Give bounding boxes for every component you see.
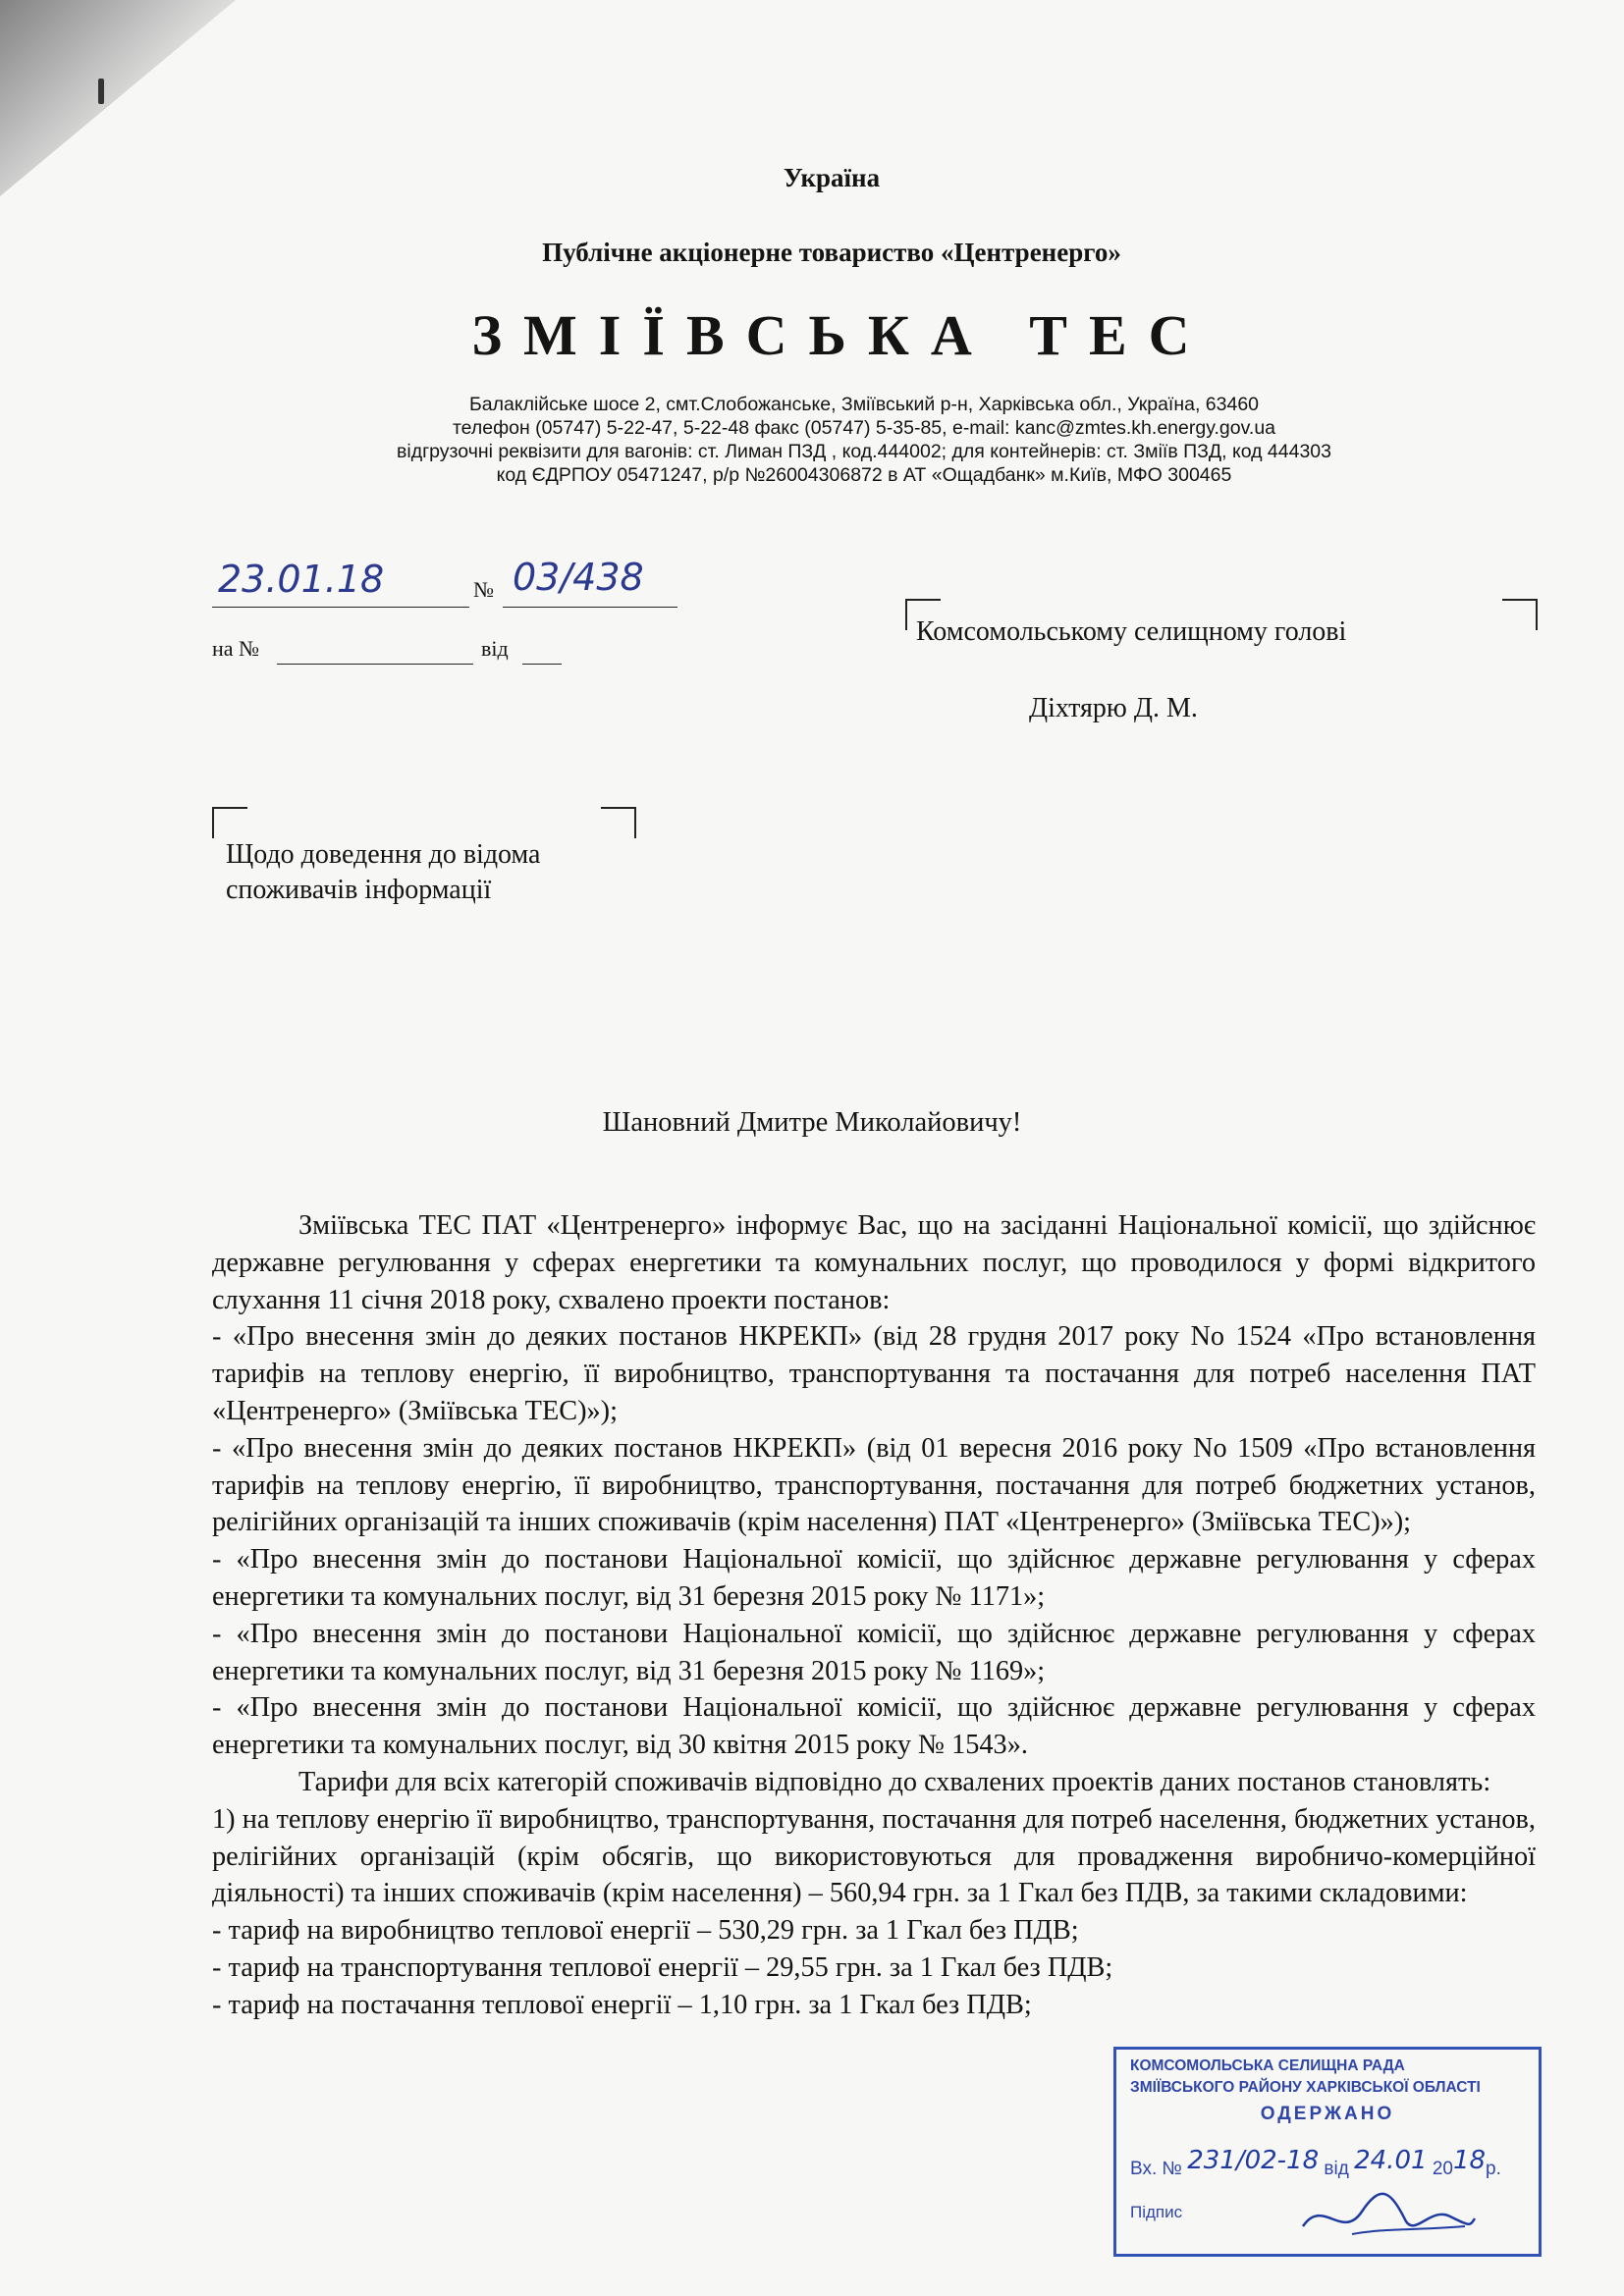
stamp-year-prefix: 20 — [1432, 2159, 1453, 2179]
stamp-sign-label: Підпис — [1130, 2203, 1183, 2221]
received-stamp — [1113, 2047, 1542, 2257]
resolution-item: - «Про внесення змін до постанови Національної комісії, що здійснює державне регулювання у сферах енергетики та комунальних послуг, від 31 березня 2015 року № 1171»; — [212, 1544, 1536, 1612]
letterhead-country: Україна — [783, 163, 881, 192]
body-intro: Зміївська ТЕС ПАТ «Центренерго» інформує Вас, що на засіданні Національної комісії, що здійснює державне регулювання у сферах енергетики та комунальних послуг, що проводилося у формі відкритого слухання 11 січня 2018 року, схвалено проекти постанов: — [212, 1210, 1536, 1315]
letterhead-plant-name: ЗМІЇВСЬКА ТЕС — [471, 303, 1212, 367]
resolution-item: - «Про внесення змін до постанови Національної комісії, що здійснює державне регулювання у сферах енергетики та комунальних послуг, від 30 квітня 2015 року № 1543». — [212, 1692, 1536, 1761]
stamp-year-suffix: р. — [1486, 2159, 1501, 2179]
subject-line-2: споживачів інформації — [226, 875, 492, 905]
addressee-bracket-right — [1502, 599, 1538, 630]
letterhead-shipping: відгрузочні реквізити для вагонів: ст. Лиман ПЗД , код.444002; для контейнерів: ст. Зміїв ПЗД, код 444303 — [397, 441, 1331, 462]
reply-date-underline — [522, 664, 562, 665]
stamp-in-number: 231/02-18 — [1187, 2146, 1320, 2175]
subject-bracket-left — [212, 807, 247, 838]
addressee-name: Діхтярю Д. М. — [1029, 693, 1198, 723]
subject-bracket-right — [601, 807, 636, 838]
tariff-component: - тариф на транспортування теплової енергії – 29,55 грн. за 1 Гкал без ПДВ; — [212, 1951, 1113, 1983]
letterhead-bank: код ЄДРПОУ 05471247, р/р №26004306872 в АТ «Ощадбанк» м.Київ, МФО 300465 — [496, 464, 1232, 486]
stamp-year-value: 18 — [1452, 2146, 1487, 2175]
resolution-item: - «Про внесення змін до деяких постанов НКРЕКП» (від 28 грудня 2017 року No 1524 «Про встановлення тарифів на теплову енергію, її виробництво, транспортування та постачання для потреб населення ПАТ «Центренерго» (Зміївська ТЕС)»); — [212, 1321, 1536, 1426]
stamp-council-name: КОМСОМОЛЬСЬКА СЕЛИЩНА РАДА — [1130, 2057, 1405, 2074]
number-underline — [503, 607, 677, 608]
letterhead-company: Публічне акціонерне товариство «Центренерго» — [542, 238, 1121, 267]
letterhead-contacts: телефон (05747) 5-22-47, 5-22-48 факс (05747) 5-35-85, e-mail: kanc@zmtes.kh.energy.gov.ua — [452, 417, 1276, 439]
tariff-item-1: 1) на теплову енергію її виробництво, транспортування, постачання для потреб населення, бюджетних установ, релігійних організацій (крім обсягів, що використовуються для провадження виробничо-комерційної діяльності) та інших споживачів (крім населення) – 560,94 грн. за 1 Гкал без ПДВ, за такими складовими: — [212, 1803, 1536, 1909]
greeting: Шановний Дмитре Миколайовичу! — [602, 1107, 1022, 1138]
resolution-item: - «Про внесення змін до деяких постанов НКРЕКП» (від 01 вересня 2016 року No 1509 «Про встановлення тарифів на теплову енергію, її виробництво, транспортування, постачання для потреб бюджетних установ, релігійних організацій та інших споживачів (крім населення) ПАТ «Центренерго» (Зміївська ТЕС)»); — [212, 1432, 1536, 1538]
outgoing-date: 23.01.18 — [218, 558, 385, 601]
letterhead-address: Балаклійське шосе 2, смт.Слобожанське, Зміївський р-н, Харківська обл., Україна, 63460 — [468, 394, 1260, 415]
stamp-in-label: Вх. № — [1130, 2159, 1182, 2179]
outgoing-number-label: № — [473, 577, 494, 602]
stamp-registration-row — [1130, 2146, 1501, 2181]
staple-mark — [98, 79, 104, 104]
reply-number-underline — [277, 664, 473, 665]
outgoing-number: 03/438 — [513, 556, 644, 599]
date-underline — [212, 607, 469, 608]
stamp-district-name: ЗМІЇВСЬКОГО РАЙОНУ ХАРКІВСЬКОЇ ОБЛАСТІ — [1130, 2079, 1481, 2096]
tariffs-intro: Тарифи для всіх категорій споживачів відповідно до схвалених проектів даних постанов становлять: — [298, 1766, 1491, 1797]
reply-date-label: від — [481, 636, 509, 661]
addressee-title: Комсомольському селищному голові — [916, 616, 1347, 647]
letterhead-requisites — [373, 393, 1355, 487]
tariff-component: - тариф на постачання теплової енергії – 1,10 грн. за 1 Гкал без ПДВ; — [212, 1989, 1032, 2020]
letter-body — [212, 1207, 1536, 2024]
stamp-date-value: 24.01 — [1354, 2146, 1428, 2175]
stamp-received-label: ОДЕРЖАНО — [1260, 2104, 1395, 2124]
resolution-item: - «Про внесення змін до постанови Національної комісії, що здійснює державне регулювання у сферах енергетики та комунальних послуг, від 31 березня 2015 року № 1169»; — [212, 1618, 1536, 1686]
tariff-component: - тариф на виробництво теплової енергії – 530,29 грн. за 1 Гкал без ПДВ; — [212, 1915, 1079, 1947]
reply-number-label: на № — [212, 636, 260, 661]
subject-line-1: Щодо доведення до відома — [226, 839, 541, 870]
stamp-date-label: від — [1324, 2159, 1349, 2179]
stamp-signature — [1293, 2187, 1480, 2246]
